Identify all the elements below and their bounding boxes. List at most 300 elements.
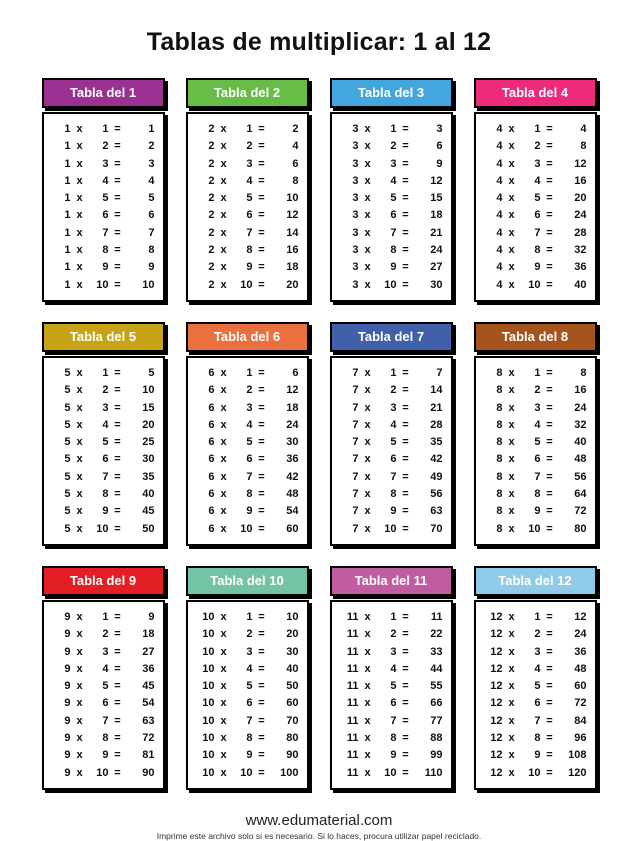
equals-sign: = <box>546 522 553 535</box>
multiplier: 1 <box>390 123 397 135</box>
equals-sign: = <box>114 174 121 187</box>
table-card-header: Tabla del 7 <box>330 322 453 352</box>
product: 8 <box>292 174 299 187</box>
multiplier: 3 <box>102 645 109 658</box>
multiplier: 5 <box>534 680 541 693</box>
equals-sign: = <box>114 384 121 397</box>
equals-sign: = <box>402 174 409 187</box>
times-sign: x <box>508 244 515 257</box>
factor: 5 <box>64 505 71 518</box>
multiplication-row <box>340 747 443 764</box>
multiplier: 7 <box>534 714 541 727</box>
factor: 3 <box>352 174 359 187</box>
table-card-header: Tabla del 4 <box>474 78 597 108</box>
product: 9 <box>148 261 155 274</box>
equals-sign: = <box>546 505 553 518</box>
product: 4 <box>292 140 299 153</box>
equals-sign: = <box>114 766 121 779</box>
multiplication-row <box>484 242 587 259</box>
product: 50 <box>286 680 299 693</box>
factor: 10 <box>202 766 215 779</box>
times-sign: x <box>76 261 83 274</box>
multiplication-row <box>340 451 443 468</box>
product: 56 <box>430 488 443 501</box>
multiplication-row <box>484 521 587 538</box>
times-sign: x <box>364 610 371 623</box>
multiplication-row <box>484 225 587 242</box>
table-card-header: Tabla del 12 <box>474 566 597 596</box>
times-sign: x <box>220 209 227 222</box>
times-sign: x <box>508 628 515 641</box>
times-sign: x <box>364 366 371 379</box>
times-sign: x <box>220 123 227 135</box>
multiplication-row <box>484 434 587 451</box>
multiplication-row <box>196 173 299 190</box>
factor: 7 <box>352 453 359 466</box>
factor: 2 <box>208 157 215 170</box>
product: 81 <box>142 749 155 762</box>
equals-sign: = <box>258 662 265 675</box>
table-card <box>330 78 453 302</box>
table-card-body <box>330 112 453 302</box>
product: 18 <box>430 209 443 222</box>
multiplication-row <box>340 713 443 730</box>
multiplication-row <box>52 225 155 242</box>
multiplication-row <box>196 156 299 173</box>
multiplier: 1 <box>390 610 397 623</box>
multiplication-row <box>484 469 587 486</box>
multiplier: 8 <box>246 244 253 257</box>
times-sign: x <box>76 766 83 779</box>
multiplier: 6 <box>534 453 541 466</box>
equals-sign: = <box>402 505 409 518</box>
factor: 7 <box>352 366 359 379</box>
product: 28 <box>430 418 443 431</box>
times-sign: x <box>220 662 227 675</box>
multiplication-row <box>484 277 587 294</box>
multiplier: 7 <box>534 226 541 239</box>
factor: 4 <box>496 226 503 239</box>
times-sign: x <box>76 488 83 501</box>
product: 11 <box>430 610 443 623</box>
multiplier: 1 <box>534 610 541 623</box>
multiplication-row <box>196 661 299 678</box>
factor: 11 <box>346 766 359 779</box>
multiplication-row <box>340 434 443 451</box>
equals-sign: = <box>114 714 121 727</box>
multiplication-row <box>196 678 299 695</box>
product: 36 <box>574 645 587 658</box>
equals-sign: = <box>114 209 121 222</box>
multiplication-row <box>196 469 299 486</box>
equals-sign: = <box>546 192 553 205</box>
multiplication-row <box>196 365 299 382</box>
equals-sign: = <box>114 505 121 518</box>
multiplication-row <box>484 190 587 207</box>
factor: 12 <box>490 732 503 745</box>
multiplier: 9 <box>534 749 541 762</box>
equals-sign: = <box>114 488 121 501</box>
equals-sign: = <box>114 732 121 745</box>
factor: 1 <box>64 123 71 135</box>
multiplier: 8 <box>534 244 541 257</box>
factor: 11 <box>346 714 359 727</box>
factor: 12 <box>490 749 503 762</box>
multiplication-row <box>52 730 155 747</box>
product: 3 <box>436 123 443 135</box>
table-card-header: Tabla del 3 <box>330 78 453 108</box>
factor: 10 <box>202 662 215 675</box>
factor: 3 <box>352 209 359 222</box>
times-sign: x <box>364 680 371 693</box>
product: 20 <box>142 418 155 431</box>
multiplier: 3 <box>534 645 541 658</box>
equals-sign: = <box>258 453 265 466</box>
times-sign: x <box>364 157 371 170</box>
product: 55 <box>430 680 443 693</box>
multiplier: 8 <box>102 244 109 257</box>
multiplier: 4 <box>534 174 541 187</box>
multiplier: 2 <box>390 628 397 641</box>
product: 80 <box>286 732 299 745</box>
multiplier: 2 <box>246 628 253 641</box>
tables-grid <box>0 78 638 790</box>
multiplier: 5 <box>390 436 397 449</box>
table-card-header: Tabla del 2 <box>186 78 309 108</box>
multiplication-row <box>52 747 155 764</box>
times-sign: x <box>364 645 371 658</box>
times-sign: x <box>76 522 83 535</box>
product: 35 <box>430 436 443 449</box>
factor: 10 <box>202 697 215 710</box>
times-sign: x <box>508 123 515 135</box>
multiplier: 10 <box>96 766 109 779</box>
times-sign: x <box>508 522 515 535</box>
equals-sign: = <box>546 261 553 274</box>
times-sign: x <box>76 123 83 135</box>
times-sign: x <box>364 697 371 710</box>
equals-sign: = <box>402 244 409 257</box>
multiplier: 7 <box>102 226 109 239</box>
multiplication-row <box>196 747 299 764</box>
multiplier: 5 <box>534 192 541 205</box>
table-card-body <box>186 356 309 546</box>
multiplication-row <box>52 259 155 276</box>
product: 15 <box>142 401 155 414</box>
multiplication-row <box>484 138 587 155</box>
factor: 3 <box>352 261 359 274</box>
times-sign: x <box>76 244 83 257</box>
product: 45 <box>142 505 155 518</box>
multiplication-row <box>196 644 299 661</box>
factor: 2 <box>208 174 215 187</box>
equals-sign: = <box>402 645 409 658</box>
multiplier: 10 <box>96 278 109 291</box>
times-sign: x <box>220 244 227 257</box>
times-sign: x <box>508 470 515 483</box>
factor: 6 <box>208 366 215 379</box>
factor: 3 <box>352 140 359 153</box>
multiplication-row <box>196 121 299 138</box>
product: 70 <box>430 522 443 535</box>
factor: 1 <box>64 174 71 187</box>
multiplication-row <box>52 417 155 434</box>
factor: 7 <box>352 401 359 414</box>
equals-sign: = <box>258 366 265 379</box>
times-sign: x <box>508 749 515 762</box>
product: 6 <box>292 157 299 170</box>
multiplier: 9 <box>534 261 541 274</box>
factor: 11 <box>346 645 359 658</box>
equals-sign: = <box>546 226 553 239</box>
product: 54 <box>286 505 299 518</box>
multiplication-row <box>340 207 443 224</box>
equals-sign: = <box>114 749 121 762</box>
multiplier: 10 <box>96 522 109 535</box>
times-sign: x <box>220 714 227 727</box>
factor: 2 <box>208 244 215 257</box>
times-sign: x <box>76 610 83 623</box>
multiplication-row <box>52 503 155 520</box>
equals-sign: = <box>402 453 409 466</box>
multiplier: 3 <box>534 401 541 414</box>
product: 66 <box>430 697 443 710</box>
times-sign: x <box>364 226 371 239</box>
multiplication-row <box>340 277 443 294</box>
factor: 12 <box>490 628 503 641</box>
equals-sign: = <box>546 401 553 414</box>
equals-sign: = <box>402 278 409 291</box>
equals-sign: = <box>258 488 265 501</box>
factor: 10 <box>202 645 215 658</box>
product: 12 <box>574 157 587 170</box>
multiplication-row <box>196 138 299 155</box>
factor: 7 <box>352 505 359 518</box>
table-card <box>42 78 165 302</box>
multiplier: 9 <box>102 749 109 762</box>
equals-sign: = <box>258 226 265 239</box>
times-sign: x <box>76 192 83 205</box>
product: 32 <box>574 244 587 257</box>
multiplier: 4 <box>246 174 253 187</box>
times-sign: x <box>364 436 371 449</box>
multiplier: 4 <box>390 662 397 675</box>
product: 72 <box>574 505 587 518</box>
multiplier: 3 <box>102 157 109 170</box>
multiplier: 3 <box>534 157 541 170</box>
equals-sign: = <box>546 714 553 727</box>
product: 1 <box>148 123 155 135</box>
product: 35 <box>142 470 155 483</box>
multiplication-row <box>52 382 155 399</box>
multiplier: 10 <box>240 766 253 779</box>
multiplication-row <box>196 400 299 417</box>
table-card-header: Tabla del 5 <box>42 322 165 352</box>
times-sign: x <box>364 418 371 431</box>
factor: 1 <box>64 226 71 239</box>
multiplier: 6 <box>390 697 397 710</box>
multiplication-row <box>196 695 299 712</box>
factor: 3 <box>352 226 359 239</box>
footer-note: Imprime este archivo solo si es necesario. Si lo haces, procura utilizar papel reciclado. <box>156 830 482 841</box>
multiplier: 10 <box>240 278 253 291</box>
multiplier: 9 <box>534 505 541 518</box>
times-sign: x <box>220 174 227 187</box>
equals-sign: = <box>546 662 553 675</box>
product: 60 <box>286 522 299 535</box>
product: 88 <box>430 732 443 745</box>
factor: 2 <box>208 261 215 274</box>
factor: 7 <box>352 384 359 397</box>
multiplication-row <box>340 225 443 242</box>
equals-sign: = <box>402 732 409 745</box>
multiplier: 4 <box>102 418 109 431</box>
equals-sign: = <box>258 645 265 658</box>
product: 14 <box>430 384 443 397</box>
table-card <box>474 78 597 302</box>
product: 25 <box>142 436 155 449</box>
factor: 9 <box>64 680 71 693</box>
times-sign: x <box>76 209 83 222</box>
times-sign: x <box>76 436 83 449</box>
times-sign: x <box>364 749 371 762</box>
equals-sign: = <box>546 610 553 623</box>
times-sign: x <box>220 140 227 153</box>
factor: 9 <box>64 732 71 745</box>
equals-sign: = <box>258 749 265 762</box>
multiplication-row <box>484 730 587 747</box>
factor: 7 <box>352 436 359 449</box>
product: 24 <box>286 418 299 431</box>
multiplier: 9 <box>390 749 397 762</box>
product: 8 <box>148 244 155 257</box>
factor: 6 <box>208 488 215 501</box>
times-sign: x <box>220 610 227 623</box>
times-sign: x <box>508 645 515 658</box>
equals-sign: = <box>258 697 265 710</box>
times-sign: x <box>508 697 515 710</box>
times-sign: x <box>364 278 371 291</box>
factor: 6 <box>208 522 215 535</box>
product: 84 <box>574 714 587 727</box>
times-sign: x <box>76 645 83 658</box>
equals-sign: = <box>114 278 121 291</box>
website-url: www.edumaterial.com <box>245 811 393 829</box>
factor: 1 <box>64 209 71 222</box>
times-sign: x <box>364 209 371 222</box>
multiplication-row <box>52 644 155 661</box>
times-sign: x <box>508 488 515 501</box>
factor: 10 <box>202 680 215 693</box>
equals-sign: = <box>258 278 265 291</box>
multiplier: 6 <box>102 209 109 222</box>
multiplier: 4 <box>390 418 397 431</box>
multiplier: 3 <box>390 401 397 414</box>
product: 49 <box>430 470 443 483</box>
multiplier: 3 <box>390 645 397 658</box>
product: 36 <box>574 261 587 274</box>
multiplication-row <box>484 609 587 626</box>
times-sign: x <box>364 766 371 779</box>
factor: 6 <box>208 453 215 466</box>
times-sign: x <box>220 157 227 170</box>
multiplication-row <box>484 661 587 678</box>
equals-sign: = <box>258 261 265 274</box>
multiplier: 7 <box>102 714 109 727</box>
factor: 10 <box>202 714 215 727</box>
equals-sign: = <box>114 522 121 535</box>
table-card-body <box>186 112 309 302</box>
multiplier: 6 <box>102 697 109 710</box>
footer <box>0 812 638 841</box>
factor: 2 <box>208 278 215 291</box>
multiplication-row <box>484 417 587 434</box>
multiplication-row <box>52 434 155 451</box>
multiplier: 5 <box>390 680 397 693</box>
times-sign: x <box>220 436 227 449</box>
multiplier: 10 <box>528 278 541 291</box>
equals-sign: = <box>258 610 265 623</box>
factor: 10 <box>202 610 215 623</box>
product: 14 <box>286 226 299 239</box>
times-sign: x <box>76 453 83 466</box>
times-sign: x <box>76 732 83 745</box>
product: 2 <box>148 140 155 153</box>
times-sign: x <box>364 470 371 483</box>
product: 18 <box>142 628 155 641</box>
product: 16 <box>286 244 299 257</box>
multiplier: 5 <box>246 680 253 693</box>
product: 48 <box>574 453 587 466</box>
multiplier: 1 <box>246 366 253 379</box>
factor: 4 <box>496 174 503 187</box>
multiplication-row <box>340 626 443 643</box>
multiplier: 6 <box>390 209 397 222</box>
multiplier: 7 <box>102 470 109 483</box>
multiplication-row <box>52 207 155 224</box>
times-sign: x <box>76 366 83 379</box>
product: 21 <box>430 401 443 414</box>
product: 6 <box>148 209 155 222</box>
equals-sign: = <box>402 749 409 762</box>
product: 24 <box>574 628 587 641</box>
times-sign: x <box>508 209 515 222</box>
multiplier: 5 <box>390 192 397 205</box>
factor: 9 <box>64 610 71 623</box>
times-sign: x <box>364 174 371 187</box>
times-sign: x <box>76 749 83 762</box>
factor: 7 <box>352 470 359 483</box>
multiplication-row <box>340 644 443 661</box>
times-sign: x <box>508 436 515 449</box>
factor: 11 <box>346 680 359 693</box>
multiplication-row <box>52 242 155 259</box>
times-sign: x <box>76 174 83 187</box>
product: 30 <box>286 645 299 658</box>
product: 9 <box>148 610 155 623</box>
equals-sign: = <box>546 140 553 153</box>
factor: 6 <box>208 418 215 431</box>
multiplier: 1 <box>390 366 397 379</box>
multiplication-row <box>196 382 299 399</box>
product: 12 <box>286 209 299 222</box>
table-card-body <box>474 112 597 302</box>
times-sign: x <box>364 453 371 466</box>
equals-sign: = <box>258 522 265 535</box>
times-sign: x <box>220 645 227 658</box>
equals-sign: = <box>114 628 121 641</box>
factor: 8 <box>496 505 503 518</box>
